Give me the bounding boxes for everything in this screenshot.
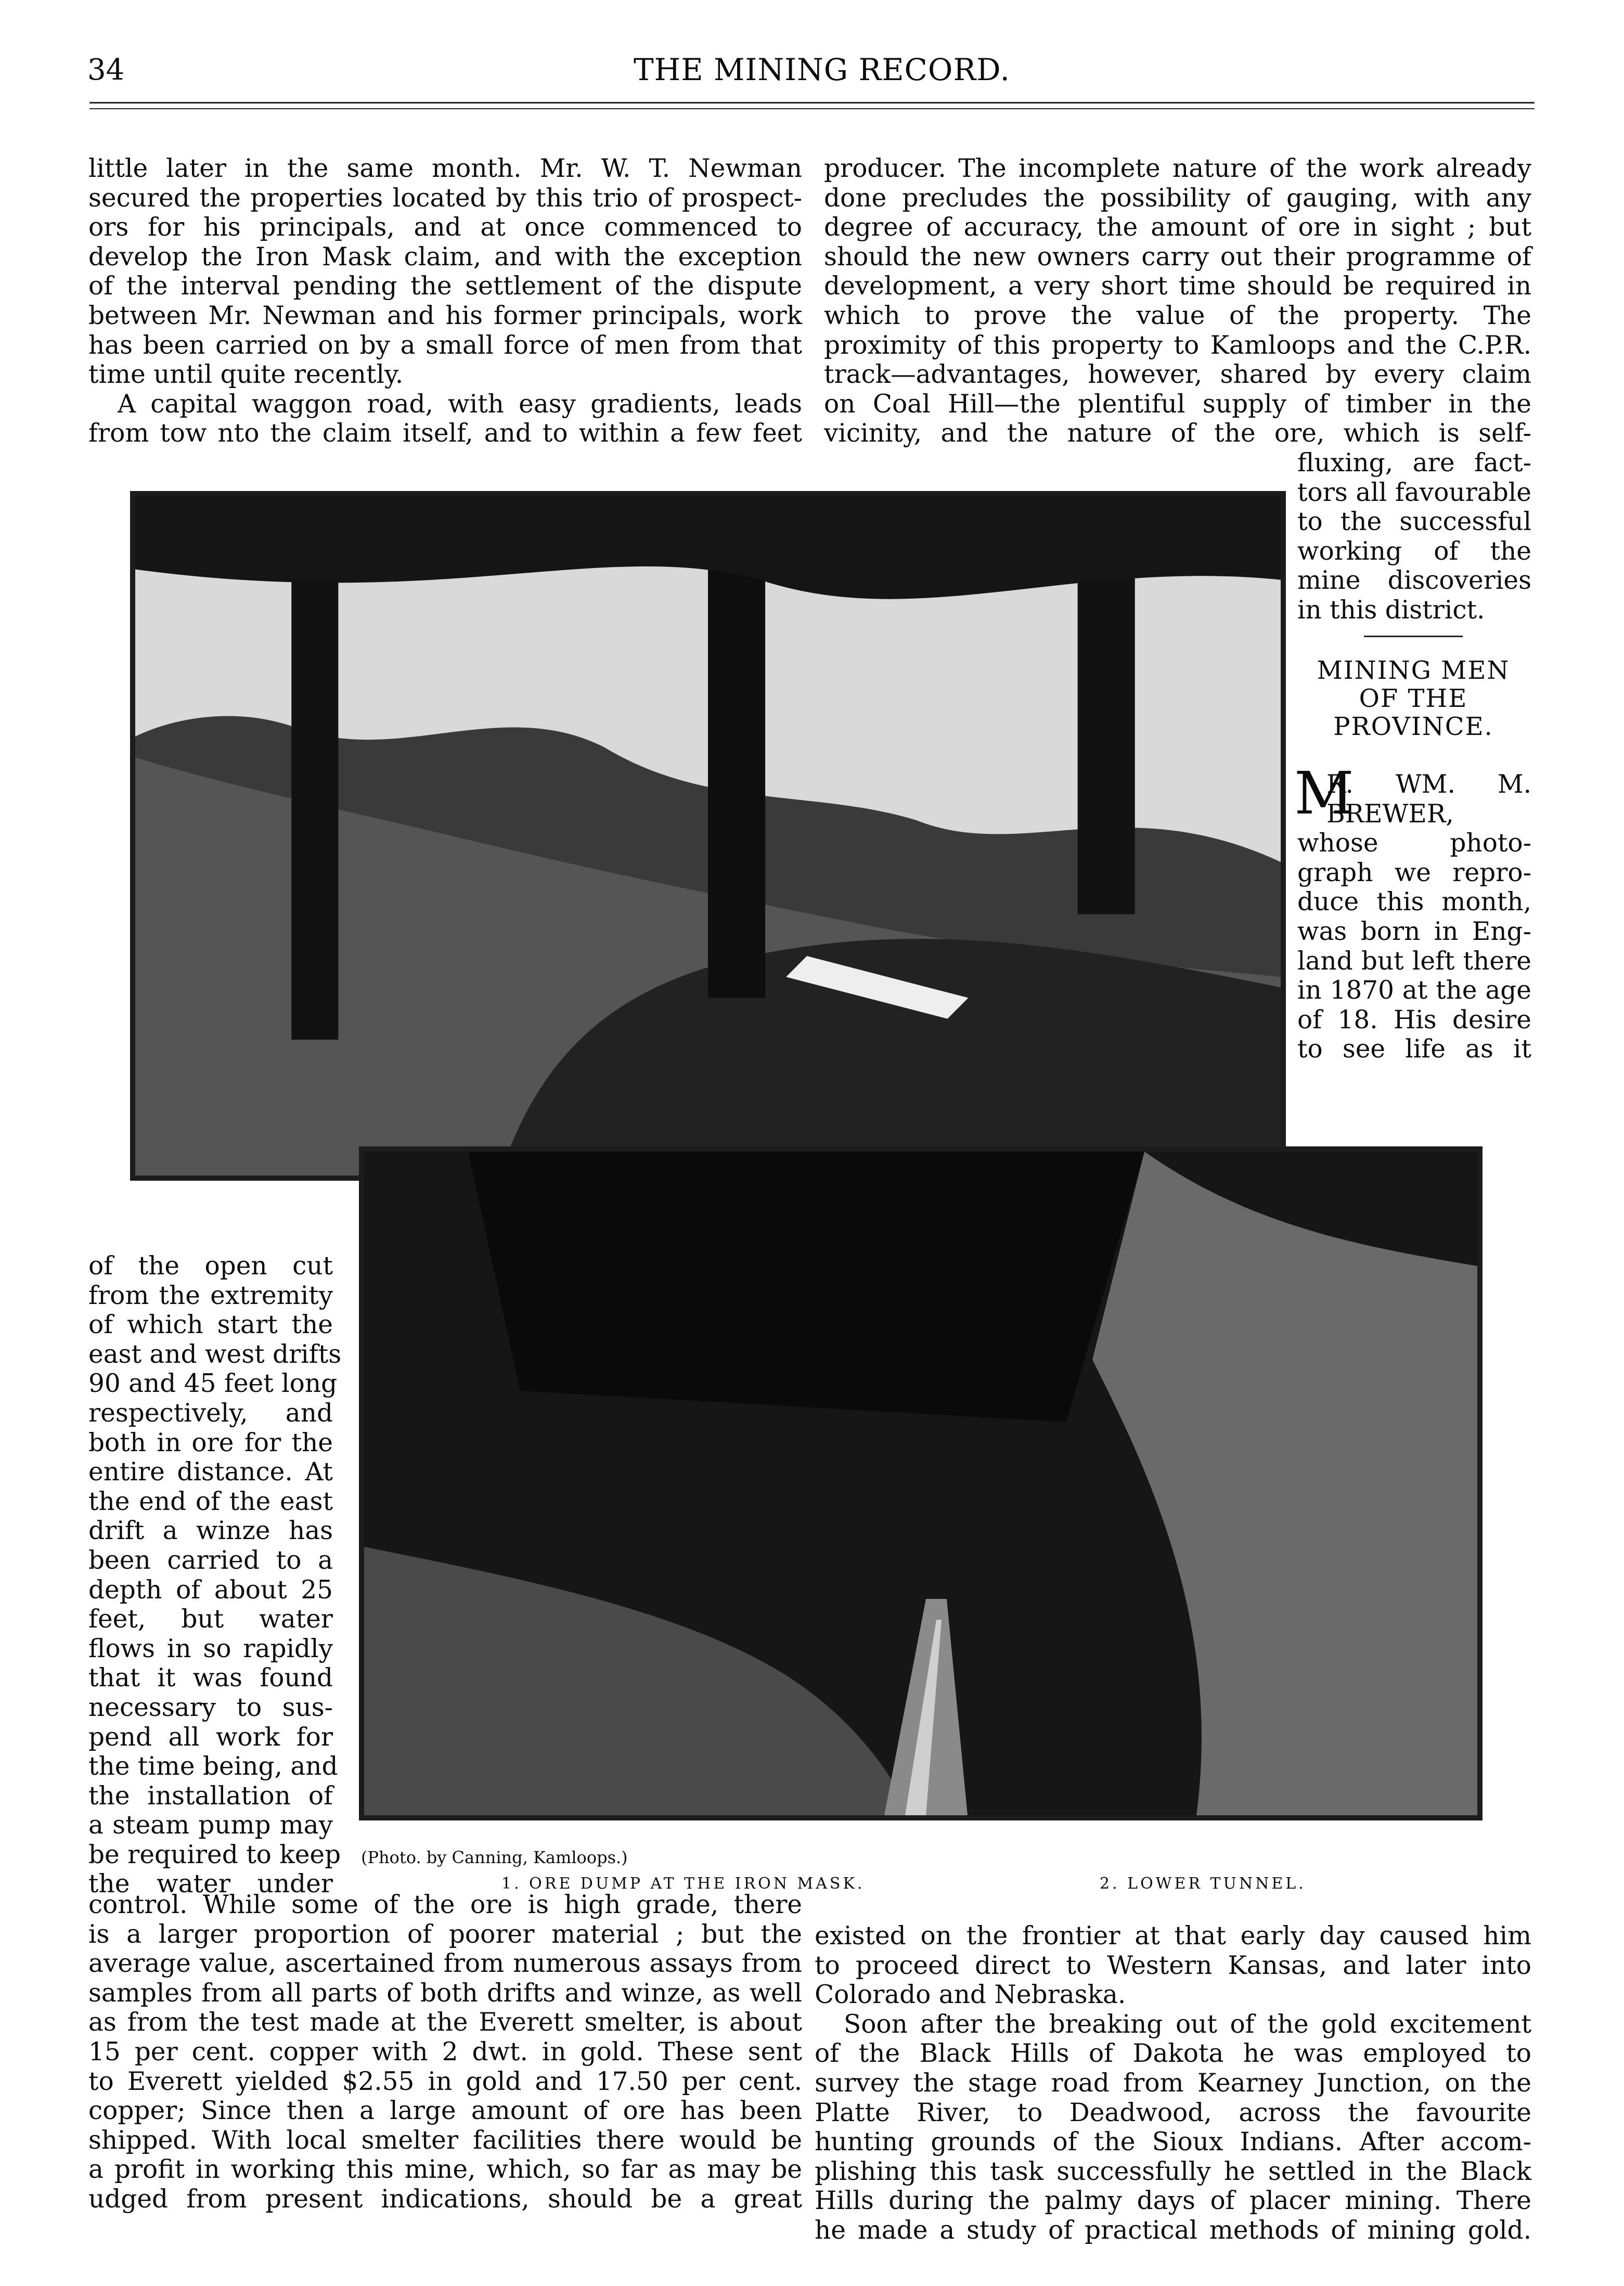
text-line: east and west drifts — [88, 1339, 342, 1369]
text-line: the time being, and — [88, 1752, 338, 1781]
right-top-column — [824, 154, 1531, 448]
text-line: little later in the same month. Mr. W. T. Newman — [88, 154, 802, 183]
photo-credit: (Photo. by Canning, Kamloops.) — [361, 1848, 628, 1867]
text-line: from the extremity — [88, 1281, 333, 1310]
text-line: Hills during the palmy days of placer mining. There — [815, 2186, 1531, 2216]
text-line: develop the Iron Mask claim, and with the exception — [88, 242, 802, 272]
right-narrow-column — [1297, 448, 1531, 625]
text-line: control. While some of the ore is high grade, there — [88, 1890, 802, 1919]
text-line: existed on the frontier at that early day caused him — [815, 1921, 1531, 1951]
text-line: the end of the east — [88, 1487, 333, 1516]
page-number: 34 — [87, 53, 125, 87]
text-line: working of the — [1297, 536, 1531, 566]
text-line: samples from all parts of both drifts and winze, as well — [88, 1978, 802, 2008]
right-bottom-column — [815, 1921, 1531, 2245]
left-bottom-column — [88, 1890, 802, 2214]
text-line: pend all work for — [88, 1722, 333, 1752]
text-line: fluxing, are fact- — [1297, 448, 1531, 477]
text-line: that it was found — [88, 1663, 333, 1693]
text-line: BREWER, — [1326, 799, 1454, 829]
text-line: whose photo- — [1297, 829, 1531, 858]
caption-ore-dump: 1. ORE DUMP AT THE IRON MASK. — [501, 1875, 865, 1893]
text-line: time until quite recently. — [88, 360, 404, 390]
drop-cap: M — [1294, 760, 1354, 828]
text-line: both in ore for the — [88, 1428, 333, 1457]
text-line: secured the properties located by this trio of prospect- — [88, 183, 802, 213]
text-line: Soon after the breaking out of the gold excitement — [844, 2009, 1531, 2039]
text-line: drift a winze has — [88, 1516, 333, 1546]
running-head: THE MINING RECORD. — [634, 52, 1010, 87]
text-line: been carried to a — [88, 1545, 333, 1575]
text-line: ors for his principals, and at once commenced to — [88, 213, 802, 242]
text-line: in 1870 at the age — [1297, 976, 1531, 1005]
lower-tunnel-photo — [359, 1146, 1483, 1820]
text-line: flows in so rapidly — [88, 1634, 333, 1663]
text-line: development, a very short time should be required in — [824, 272, 1531, 301]
text-line: mine discoveries — [1297, 566, 1531, 596]
text-line: of the interval pending the settlement of the dispute — [88, 272, 802, 301]
text-line: which to prove the value of the property. The — [824, 301, 1531, 330]
text-line: from tow nto the claim itself, and to within a few feet — [88, 419, 802, 448]
section-title-line: MINING MEN — [1317, 656, 1510, 685]
text-line: average value, ascertained from numerous assays from — [88, 1949, 802, 1979]
text-line: respectively, and — [88, 1398, 333, 1428]
text-line: feet, but water — [88, 1605, 333, 1634]
text-line: proximity of this property to Kamloops and the C.P.R. — [824, 330, 1531, 360]
text-line: on Coal Hill—the plentiful supply of timber in the — [824, 389, 1531, 419]
text-line: to the successful — [1297, 507, 1531, 537]
text-line: necessary to sus- — [88, 1693, 333, 1722]
text-line: as from the test made at the Everett smelter, is about — [88, 2008, 802, 2037]
text-line: graph we repro- — [1297, 858, 1531, 887]
text-line: be required to keep — [88, 1840, 341, 1869]
header-rule-bottom — [89, 108, 1535, 109]
text-line: hunting grounds of the Sioux Indians. After accom- — [815, 2127, 1531, 2157]
text-line: R. WM. M. — [1326, 770, 1531, 799]
text-line: degree of accuracy, the amount of ore in sight ; but — [824, 213, 1531, 242]
text-line: of which start the — [88, 1310, 333, 1340]
text-line: track—advantages, however, shared by every claim — [824, 360, 1531, 390]
text-line: duce this month, — [1297, 887, 1531, 917]
text-line: 90 and 45 feet long — [88, 1369, 338, 1399]
text-line: should the new owners carry out their programme of — [824, 242, 1531, 272]
ore-dump-photo — [130, 491, 1286, 1181]
header-rule-top — [89, 102, 1535, 104]
text-line: is a larger proportion of poorer material ; but the — [88, 1919, 802, 1949]
text-line: 15 per cent. copper with 2 dwt. in gold. These sent — [88, 2037, 802, 2067]
text-line: land but left there — [1297, 946, 1531, 976]
section-body — [1297, 770, 1531, 1064]
text-line: Colorado and Nebraska. — [815, 1980, 1126, 2010]
text-line: depth of about 25 — [88, 1575, 333, 1605]
section-title-line: OF THE — [1359, 684, 1468, 713]
text-line: survey the stage road from Kearney Junction, on the — [815, 2068, 1531, 2098]
text-line: to see life as it — [1297, 1035, 1531, 1064]
caption-lower-tunnel: 2. LOWER TUNNEL. — [1100, 1875, 1306, 1893]
section-title — [1292, 656, 1535, 741]
text-line: of 18. His desire — [1297, 1005, 1531, 1035]
text-line: of the open cut — [88, 1251, 333, 1281]
text-line: plishing this task successfully he settled in the Black — [815, 2156, 1531, 2186]
left-top-column — [88, 154, 802, 448]
text-line: Platte River, to Deadwood, across the favourite — [815, 2098, 1531, 2127]
text-line: entire distance. At — [88, 1457, 333, 1487]
text-line: done precludes the possibility of gauging, with any — [824, 183, 1531, 213]
text-line: copper; Since then a large amount of ore has been — [88, 2096, 802, 2126]
section-rule — [1364, 636, 1463, 637]
text-line: the installation of — [88, 1781, 333, 1811]
text-line: shipped. With local smelter facilities there would be — [88, 2125, 802, 2155]
text-line: he made a study of practical methods of mining gold. — [815, 2215, 1531, 2245]
text-line: a profit in working this mine, which, so far as may be — [88, 2155, 802, 2185]
text-line: udged from present indications, should be a great — [88, 2184, 802, 2214]
text-line: a steam pump may — [88, 1811, 333, 1840]
text-line: of the Black Hills of Dakota he was employed to — [815, 2039, 1531, 2069]
text-line: vicinity, and the nature of the ore, which is self- — [824, 419, 1531, 448]
text-line: was born in Eng- — [1297, 916, 1531, 946]
text-line: A capital waggon road, with easy gradients, leads — [118, 389, 802, 419]
text-line: between Mr. Newman and his former principals, work — [88, 301, 802, 330]
text-line: to proceed direct to Western Kansas, and later into — [815, 1951, 1531, 1980]
section-title-line: PROVINCE. — [1333, 712, 1493, 741]
text-line: the water under — [88, 1869, 333, 1899]
text-line: to Everett yielded $2.55 in gold and 17.50 per cent. — [88, 2067, 802, 2096]
text-line: has been carried on by a small force of men from that — [88, 330, 802, 360]
left-narrow-column — [88, 1251, 342, 1899]
text-line: in this district. — [1297, 595, 1485, 625]
text-line: producer. The incomplete nature of the work already — [824, 154, 1531, 183]
text-line: tors all favourable — [1297, 477, 1531, 507]
